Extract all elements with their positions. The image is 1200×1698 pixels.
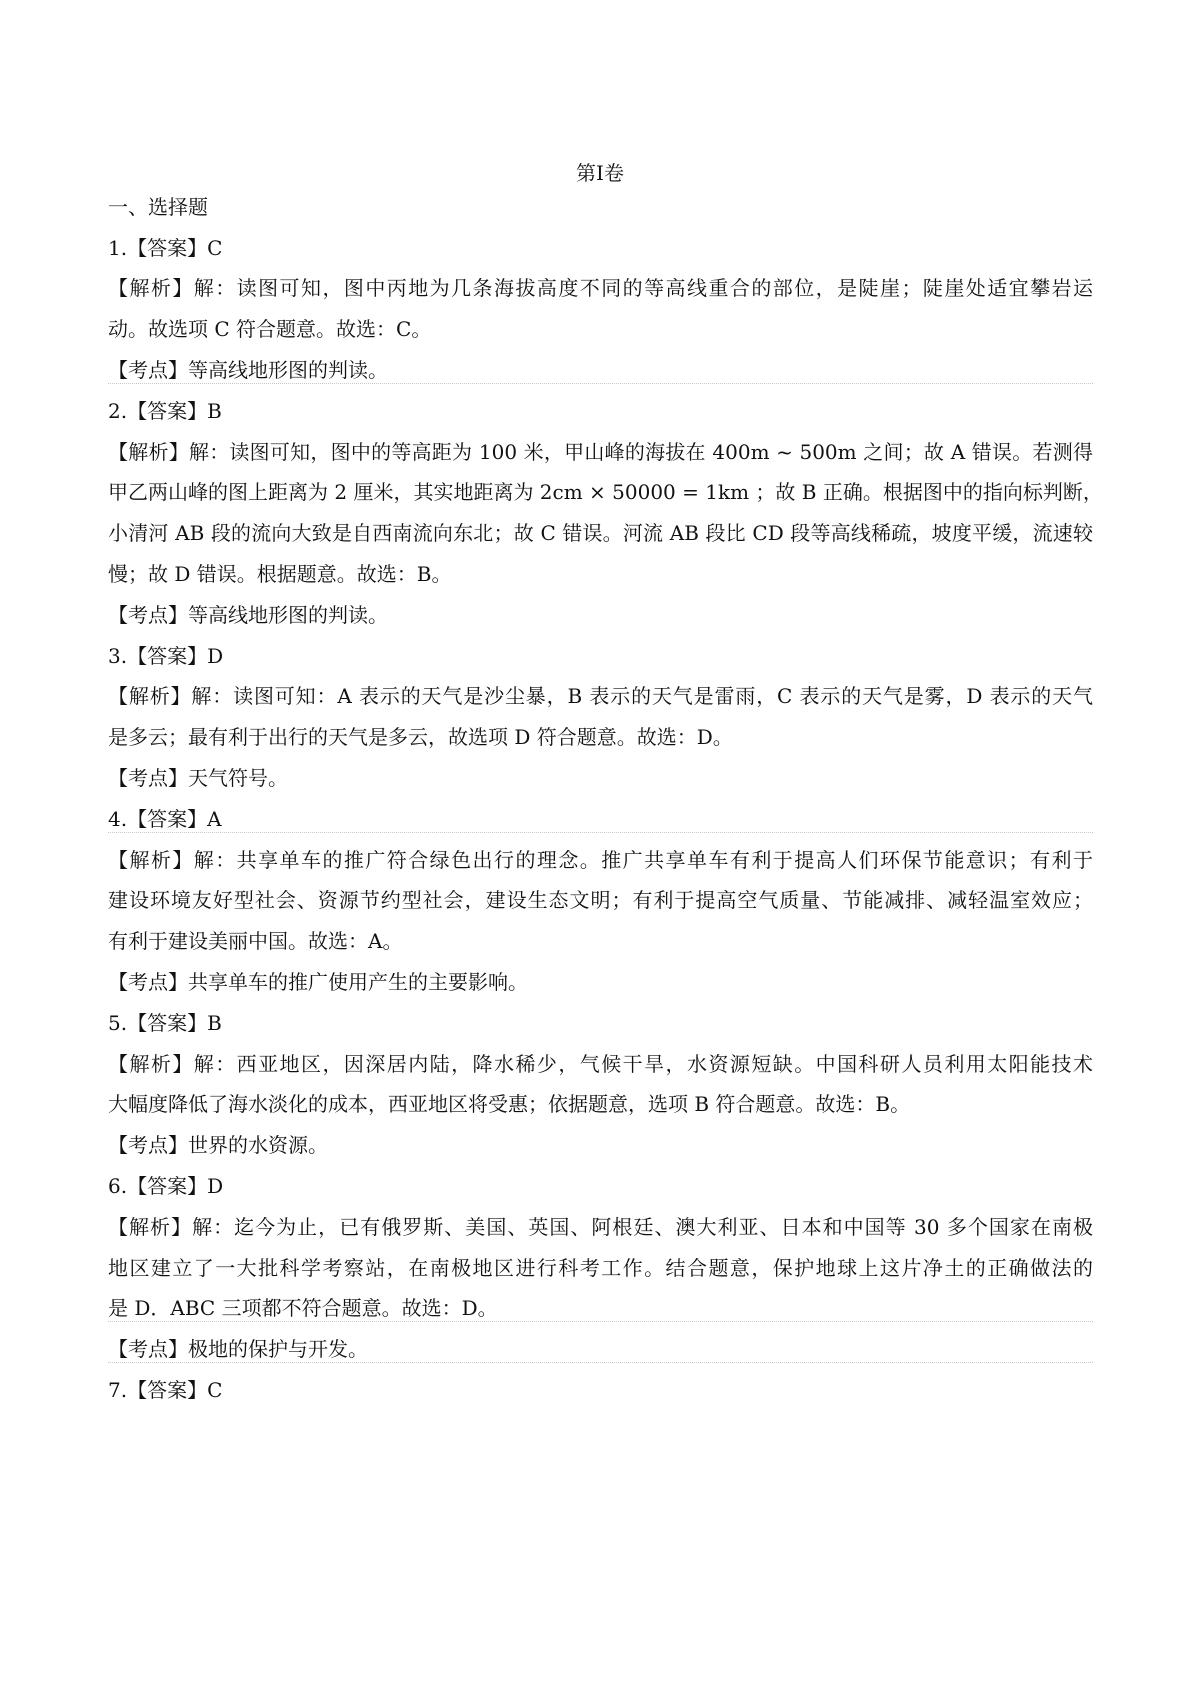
- analysis-5-line-1: 【解析】解：西亚地区，因深居内陆，降水稀少，气候干旱，水资源短缺。中国科研人员利用太阳能技术: [108, 1052, 1093, 1076]
- answer-2: 2.【答案】B: [108, 399, 222, 423]
- answer-4: 4.【答案】A: [108, 807, 222, 831]
- analysis-2-line-4: 慢；故 D 错误。根据题意。故选：B。: [108, 562, 452, 586]
- analysis-6-line-2: 地区建立了一大批科学考察站，在南极地区进行科考工作。结合题意，保护地球上这片净土的正确做法的: [108, 1256, 1093, 1280]
- analysis-1-line-2: 动。故选项 C 符合题意。故选：C。: [108, 317, 432, 341]
- point-6: 【考点】极地的保护与开发。: [108, 1337, 368, 1361]
- analysis-2-line-3: 小清河 AB 段的流向大致是自西南流向东北；故 C 错误。河流 AB 段比 CD 段等高线稀疏，坡度平缓，流速较: [108, 521, 1093, 545]
- section-heading: 一、选择题: [108, 195, 208, 219]
- analysis-4-line-1: 【解析】解：共享单车的推广符合绿色出行的理念。推广共享单车有利于提高人们环保节能意识；有利于: [108, 848, 1093, 872]
- point-4: 【考点】共享单车的推广使用产生的主要影响。: [108, 970, 528, 994]
- analysis-5-line-2: 大幅度降低了海水淡化的成本，西亚地区将受惠；依据题意，选项 B 符合题意。故选：B。: [108, 1092, 911, 1116]
- divider: [108, 1362, 1093, 1363]
- point-2: 【考点】等高线地形图的判读。: [108, 603, 388, 627]
- analysis-3-line-2: 是多云；最有利于出行的天气是多云，故选项 D 符合题意。故选：D。: [108, 725, 733, 749]
- point-5: 【考点】世界的水资源。: [108, 1133, 328, 1157]
- divider: [108, 832, 1093, 833]
- divider: [108, 383, 1093, 384]
- analysis-2-line-1: 【解析】解：读图可知，图中的等高距为 100 米，甲山峰的海拔在 400m ~ 500m 之间；故 A 错误。若测得: [108, 440, 1093, 464]
- analysis-4-line-2: 建设环境友好型社会、资源节约型社会，建设生态文明；有利于提高空气质量、节能减排、减轻温室效应；: [108, 888, 1093, 912]
- answer-7: 7.【答案】C: [108, 1378, 223, 1402]
- analysis-6-line-1: 【解析】解：迄今为止，已有俄罗斯、美国、英国、阿根廷、澳大利亚、日本和中国等 30 多个国家在南极: [108, 1215, 1093, 1239]
- analysis-3-line-1: 【解析】解：读图可知：A 表示的天气是沙尘暴，B 表示的天气是雷雨，C 表示的天气是雾，D 表示的天气: [108, 684, 1093, 708]
- divider: [108, 1321, 1093, 1322]
- analysis-4-line-3: 有利于建设美丽中国。故选：A。: [108, 929, 403, 953]
- analysis-6-line-3: 是 D．ABC 三项都不符合题意。故选：D。: [108, 1296, 498, 1320]
- analysis-1-line-1: 【解析】解：读图可知，图中丙地为几条海拔高度不同的等高线重合的部位，是陡崖；陡崖处适宜攀岩运: [108, 276, 1093, 300]
- answer-6: 6.【答案】D: [108, 1174, 224, 1198]
- point-1: 【考点】等高线地形图的判读。: [108, 358, 388, 382]
- point-3: 【考点】天气符号。: [108, 766, 288, 790]
- answer-3: 3.【答案】D: [108, 644, 224, 668]
- answer-5: 5.【答案】B: [108, 1011, 222, 1035]
- analysis-2-line-2: 甲乙两山峰的图上距离为 2 厘米，其实地距离为 2cm × 50000 = 1km ；故 B 正确。根据图中的指向标判断，: [108, 480, 1103, 504]
- answer-1: 1.【答案】C: [108, 236, 223, 260]
- paper-title: 第Ⅰ卷: [576, 161, 624, 185]
